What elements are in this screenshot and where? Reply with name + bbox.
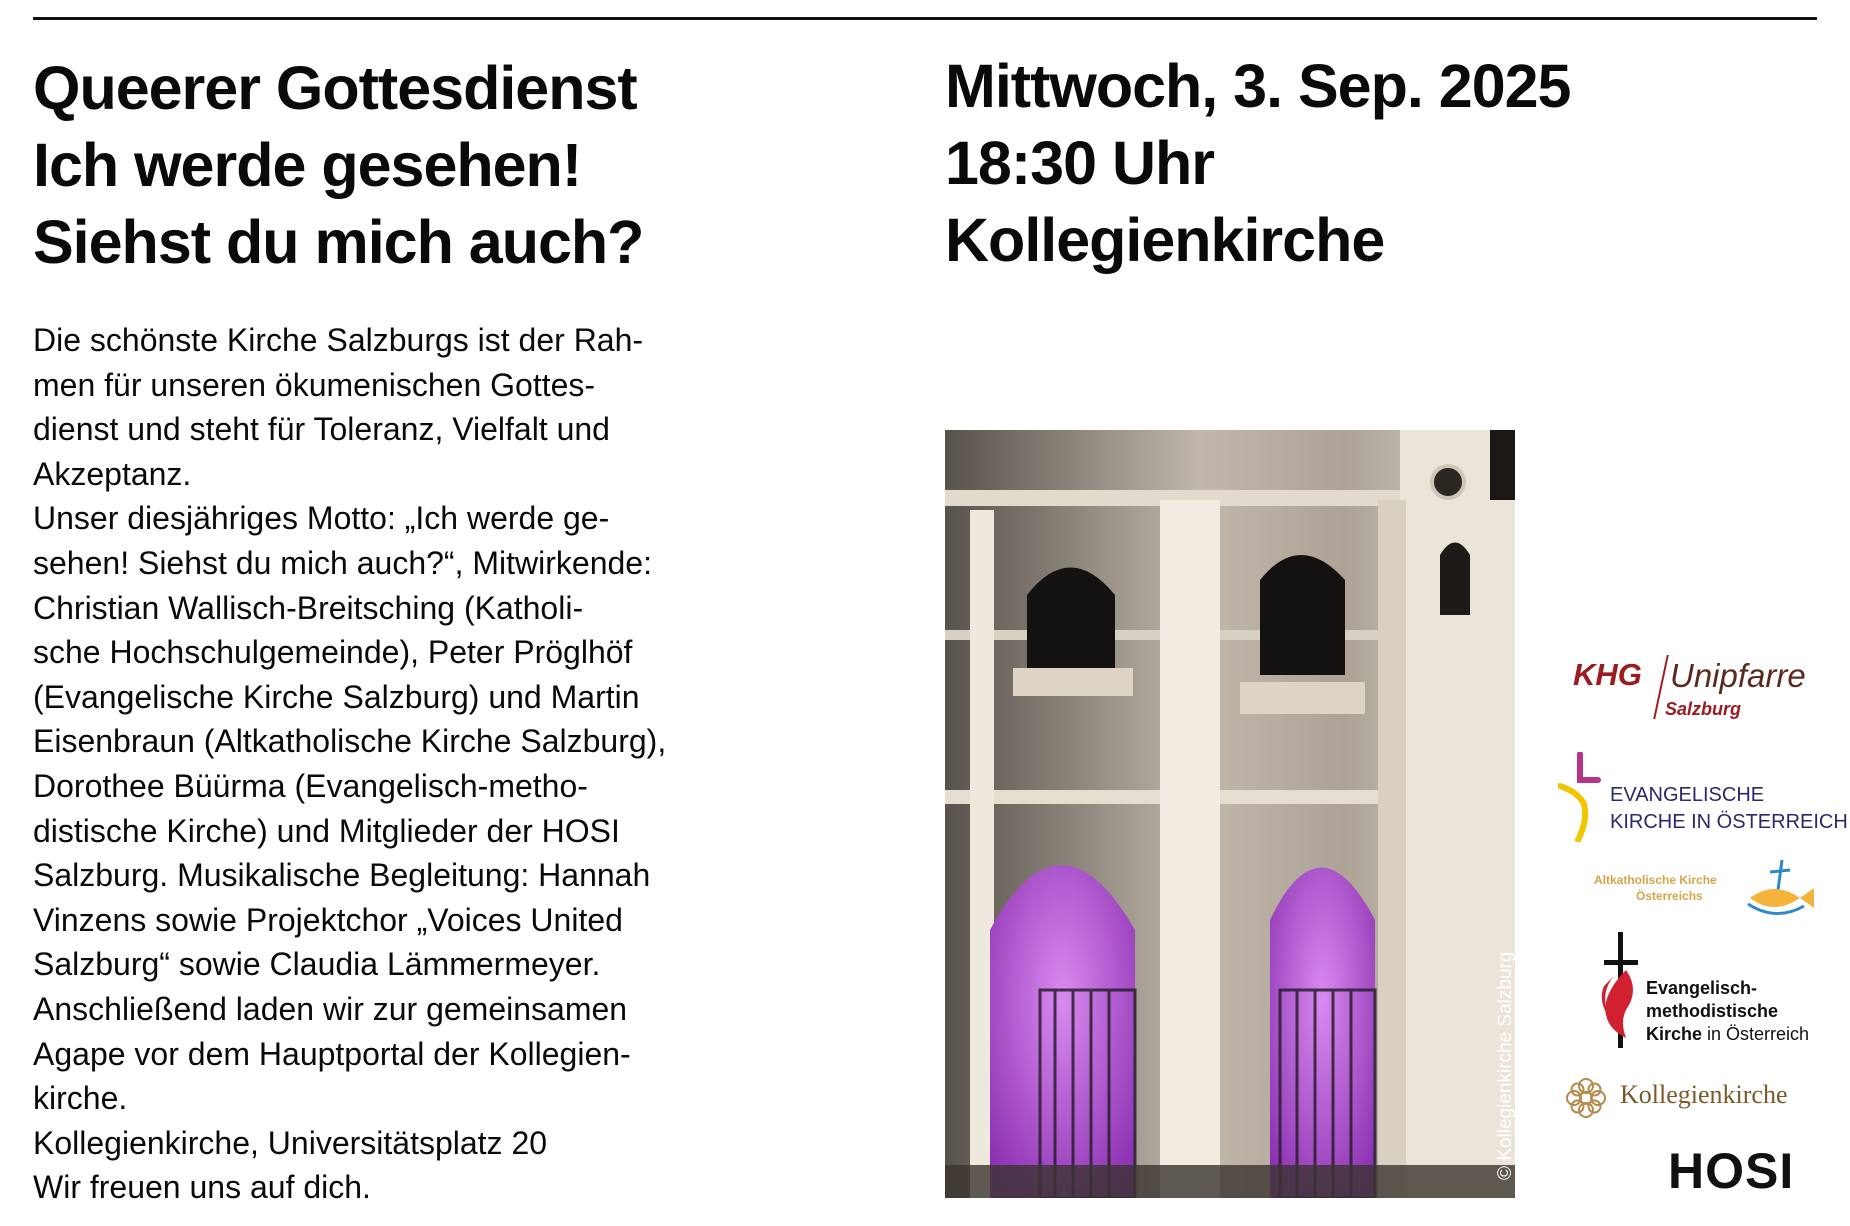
body-line: Salzburg“ sowie Claudia Lämmermeyer.: [33, 946, 601, 983]
title-line: Ich werde gesehen!: [33, 131, 582, 199]
body-line: Agape vor dem Hauptportal der Kollegien-: [33, 1035, 631, 1072]
event-location: Kollegienkirche: [945, 206, 1385, 274]
altkatholisch-line1: Altkatholische Kirche: [1594, 873, 1717, 887]
description: [33, 318, 873, 1210]
evangelical-cross-icon: [1558, 752, 1608, 842]
methodist-church-logo: [1596, 930, 1821, 1050]
methodist-line1: Evangelisch-: [1646, 978, 1758, 998]
rosette-icon: [1562, 1074, 1610, 1122]
evangelische-line1: EVANGELISCHE: [1610, 784, 1765, 806]
cross-flame-icon: [1596, 930, 1644, 1050]
altkatholisch-line2: Österreichs: [1636, 889, 1703, 903]
kollegienkirche-label: Kollegienkirche: [1620, 1080, 1788, 1109]
church-facade-illustration: [945, 430, 1515, 1198]
altkatholische-kirche-logo: [1594, 858, 1819, 928]
methodist-line3-bold: Kirche: [1646, 1024, 1703, 1044]
body-line: dienst und steht für Toleranz, Vielfalt und: [33, 411, 610, 448]
body-line: (Evangelische Kirche Salzburg) und Martin: [33, 678, 640, 715]
body-line: Dorothee Büürma (Evangelisch-metho-: [33, 767, 588, 804]
body-line: Anschließend laden wir zur gemeinsamen: [33, 990, 628, 1027]
body-line: sehen! Siehst du mich auch?“, Mitwirkende:: [33, 544, 652, 581]
body-line: Akzeptanz.: [33, 455, 192, 492]
church-photo: [945, 430, 1515, 1198]
event-date: Mittwoch, 3. Sep. 2025: [945, 52, 1571, 120]
body-line: Die schönste Kirche Salzburgs ist der Rah-: [33, 322, 644, 358]
fish-cross-icon: [1744, 858, 1816, 922]
body-line: Kollegienkirche, Universitätsplatz 20: [33, 1124, 548, 1161]
body-line: sche Hochschulgemeinde), Peter Pröglhöf: [33, 634, 633, 671]
body-line: Salzburg. Musikalische Begleitung: Hannah: [33, 857, 651, 894]
body-line: Unser diesjähriges Motto: „Ich werde ge-: [33, 500, 610, 537]
methodist-line3: [1646, 1024, 1809, 1045]
title-line: Queerer Gottesdienst: [33, 54, 637, 122]
evangelische-kirche-logo: [1558, 752, 1848, 842]
event-time: 18:30 Uhr: [945, 129, 1215, 197]
hosi-logo: HOSI: [1668, 1143, 1795, 1199]
khg-unipfarre-logo: [1573, 651, 1818, 726]
methodist-line3-rest: in Österreich: [1702, 1024, 1810, 1044]
event-details: [945, 48, 1570, 279]
page-title: [33, 50, 643, 281]
khg-city-label: Salzburg: [1665, 699, 1742, 719]
body-line: Wir freuen uns auf dich.: [33, 1169, 371, 1206]
top-rule: [33, 17, 1817, 20]
photo-credit: © Kollegienkirche Salzburg: [1495, 951, 1516, 1180]
body-line: Christian Wallisch-Breitsching (Katholi-: [33, 589, 584, 626]
body-line: distische Kirche) und Mitglieder der HOSI: [33, 812, 620, 849]
kollegienkirche-logo: [1562, 1072, 1824, 1124]
evangelische-line2: KIRCHE IN ÖSTERREICH: [1610, 811, 1848, 833]
title-line: Siehst du mich auch?: [33, 208, 644, 276]
body-line: Vinzens sowie Projektchor „Voices United: [33, 901, 623, 938]
body-line: men für unseren ökumenischen Gottes-: [33, 366, 596, 403]
khg-label: KHG: [1573, 657, 1642, 692]
unipfarre-label: Unipfarre: [1670, 657, 1806, 694]
body-line: kirche.: [33, 1080, 128, 1117]
body-line: Eisenbraun (Altkatholische Kirche Salzburg),: [33, 723, 667, 760]
methodist-line2: methodistische: [1646, 1001, 1779, 1021]
